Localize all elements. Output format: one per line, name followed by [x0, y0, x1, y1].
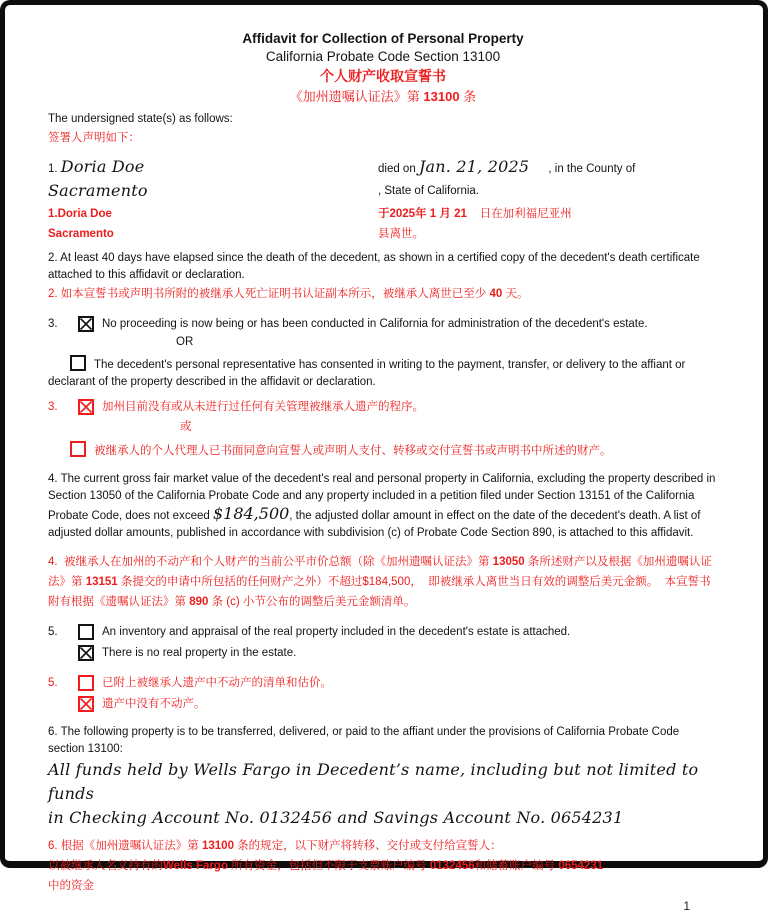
checkbox-no-real-property-zh[interactable] — [78, 696, 94, 712]
statement-3b-text: The decedent's personal representative has consented in writing to the payment, transfer, or delivery to the affiant or declarant of the property described in the affidavit or declaration. — [48, 359, 686, 388]
section-4-market-value-zh: 4. 被继承人在加州的不动产和个人财产的当前公平市价总额（除《加州遗嘱认证法》第 13050 条所述财产以及根据《加州遗嘱认证法》第 13151 条提交的申请中所包括的任何财产之外）不超过$184,500， 即被继承人离世当日有效的调整后美元金额。 本宣誓书附有根据《遗嘱认证法》第 890 条 (c) 小节公布的调整后美元金额清单。 — [48, 556, 712, 608]
intro-block — [48, 111, 718, 148]
section-5-number: 5. — [48, 626, 58, 638]
affidavit-subtitle-en: California Probate Code Section 13100 — [265, 49, 501, 64]
statement-3a-row-zh — [48, 397, 718, 417]
checkbox-personal-representative[interactable] — [70, 355, 86, 371]
section-5-real-property-zh — [48, 673, 718, 714]
checkbox-personal-representative-zh[interactable] — [70, 441, 86, 457]
statement-3a-text: No proceeding is now being or has been conducted in California for administration of the decedent's estate. — [102, 318, 648, 330]
property-description-line2: in Checking Account No. 0132456 and Savings Account No. 0654231 — [48, 808, 624, 827]
checkbox-inventory-attached[interactable] — [78, 624, 94, 640]
section-3-proceedings-zh — [48, 397, 718, 461]
checkbox-inventory-attached-zh[interactable] — [78, 675, 94, 691]
statement-5b-row — [48, 643, 718, 663]
statement-5b-text: There is no real property in the estate. — [102, 647, 297, 659]
checkbox-no-real-property[interactable] — [78, 645, 94, 661]
affidavit-title-zh: 个人财产收取宣誓书 — [320, 68, 446, 84]
statement-3b-row — [48, 353, 718, 391]
page-number: 1 — [683, 899, 690, 913]
statement-3b-row-zh — [48, 439, 718, 461]
statement-5a-row-zh — [48, 673, 718, 693]
section-3-number-zh: 3. — [48, 401, 58, 413]
affidavit-subtitle-zh: 《加州遗嘱认证法》第 13100 条 — [289, 89, 477, 104]
county-zh: Sacramento — [48, 228, 114, 240]
section-6-property-zh — [48, 836, 718, 896]
checkbox-no-proceeding[interactable] — [78, 316, 94, 332]
or-separator-en: OR — [176, 336, 194, 348]
section-5-number-zh: 5. — [48, 677, 58, 689]
section-2-forty-days — [48, 250, 718, 304]
county-field: Sacramento — [48, 181, 148, 200]
section-3-number: 3. — [48, 318, 58, 330]
statement-5a-text-zh: 已附上被继承人遗产中不动产的清单和估价。 — [102, 677, 332, 689]
death-date-zh: 于2025年 1 月 21 日在加利福尼亚州 — [378, 208, 572, 220]
statement-5a-text: An inventory and appraisal of the real property included in the decedent's estate is attached. — [102, 626, 571, 638]
affidavit-title-en: Affidavit for Collection of Personal Property — [242, 31, 524, 46]
property-description-zh-line1: 以被继承人名义持有的Wells Fargo 所有资金，包括但不限于支票账户编号 0132456和储蓄账户编号 0654231 — [48, 860, 604, 872]
statement-6-intro: 6. The following property is to be transferred, delivered, or paid to the affiant under the provisions of California Probate Code section 13100: — [48, 726, 680, 755]
statement-5a-row — [48, 622, 718, 642]
intro-statement-zh: 签署人声明如下： — [48, 132, 140, 144]
death-date-field: died on Jan. 21, 2025 , in the County of — [378, 157, 636, 176]
statement-5b-text-zh: 遗产中没有不动产。 — [102, 698, 206, 710]
state-label: , State of California. — [378, 185, 479, 197]
statement-6-intro-zh: 6. 根据《加州遗嘱认证法》第 13100 条的规定，以下财产将转移、交付或支付给宣誓人： — [48, 840, 502, 852]
page-content — [5, 5, 763, 915]
property-description-line1: All funds held by Wells Fargo in Decedent’s name, including but not limited to funds — [48, 760, 699, 803]
intro-statement-en: The undersigned state(s) as follows: — [48, 113, 233, 125]
or-separator-zh: 或 — [180, 421, 192, 433]
statement-3b-text-zh: 被继承人的个人代理人已书面同意向宣誓人或声明人支付、转移或交付宣誓书或声明书中所述的财产。 — [94, 445, 612, 457]
section-3-proceedings-en — [48, 314, 718, 391]
death-place-zh: 县离世。 — [378, 228, 424, 240]
section-6-property-en — [48, 724, 718, 830]
statement-2-en: 2. At least 40 days have elapsed since the death of the decedent, as shown in a certified copy of the decedent's death certificate attached to this affidavit or declaration. — [48, 252, 700, 281]
decedent-name-zh: 1.Doria Doe — [48, 208, 112, 220]
decedent-name-field: 1. Doria Doe — [48, 157, 145, 176]
statement-3a-row — [48, 314, 718, 334]
title-block — [48, 29, 718, 107]
statement-5b-row-zh — [48, 694, 718, 714]
property-description-zh-line2: 中的资金 — [48, 880, 94, 892]
section-1-decedent-info — [48, 156, 718, 244]
section-5-real-property-en — [48, 622, 718, 663]
statement-2-zh: 2. 如本宣誓书或声明书所附的被继承人死亡证明书认证副本所示，被继承人离世已至少 40 天。 — [48, 288, 529, 300]
section-4-market-value-en: 4. The current gross fair market value of the decedent's real and personal property in California, excluding the property described in Section 13050 of the California Probate Code and any property included in a petition filed under Section 13151 of the California Probate Code, does not exceed $184,500, the adjusted dollar amount in effect on the date of the decedent's death. A list of adjusted dollar amounts, published in accordance with subdivision (c) of Probate Code Section 890, is attached to this affidavit. — [48, 473, 719, 539]
checkbox-no-proceeding-zh[interactable] — [78, 399, 94, 415]
statement-3a-text-zh: 加州目前没有或从未进行过任何有关管理被继承人遗产的程序。 — [102, 401, 424, 413]
